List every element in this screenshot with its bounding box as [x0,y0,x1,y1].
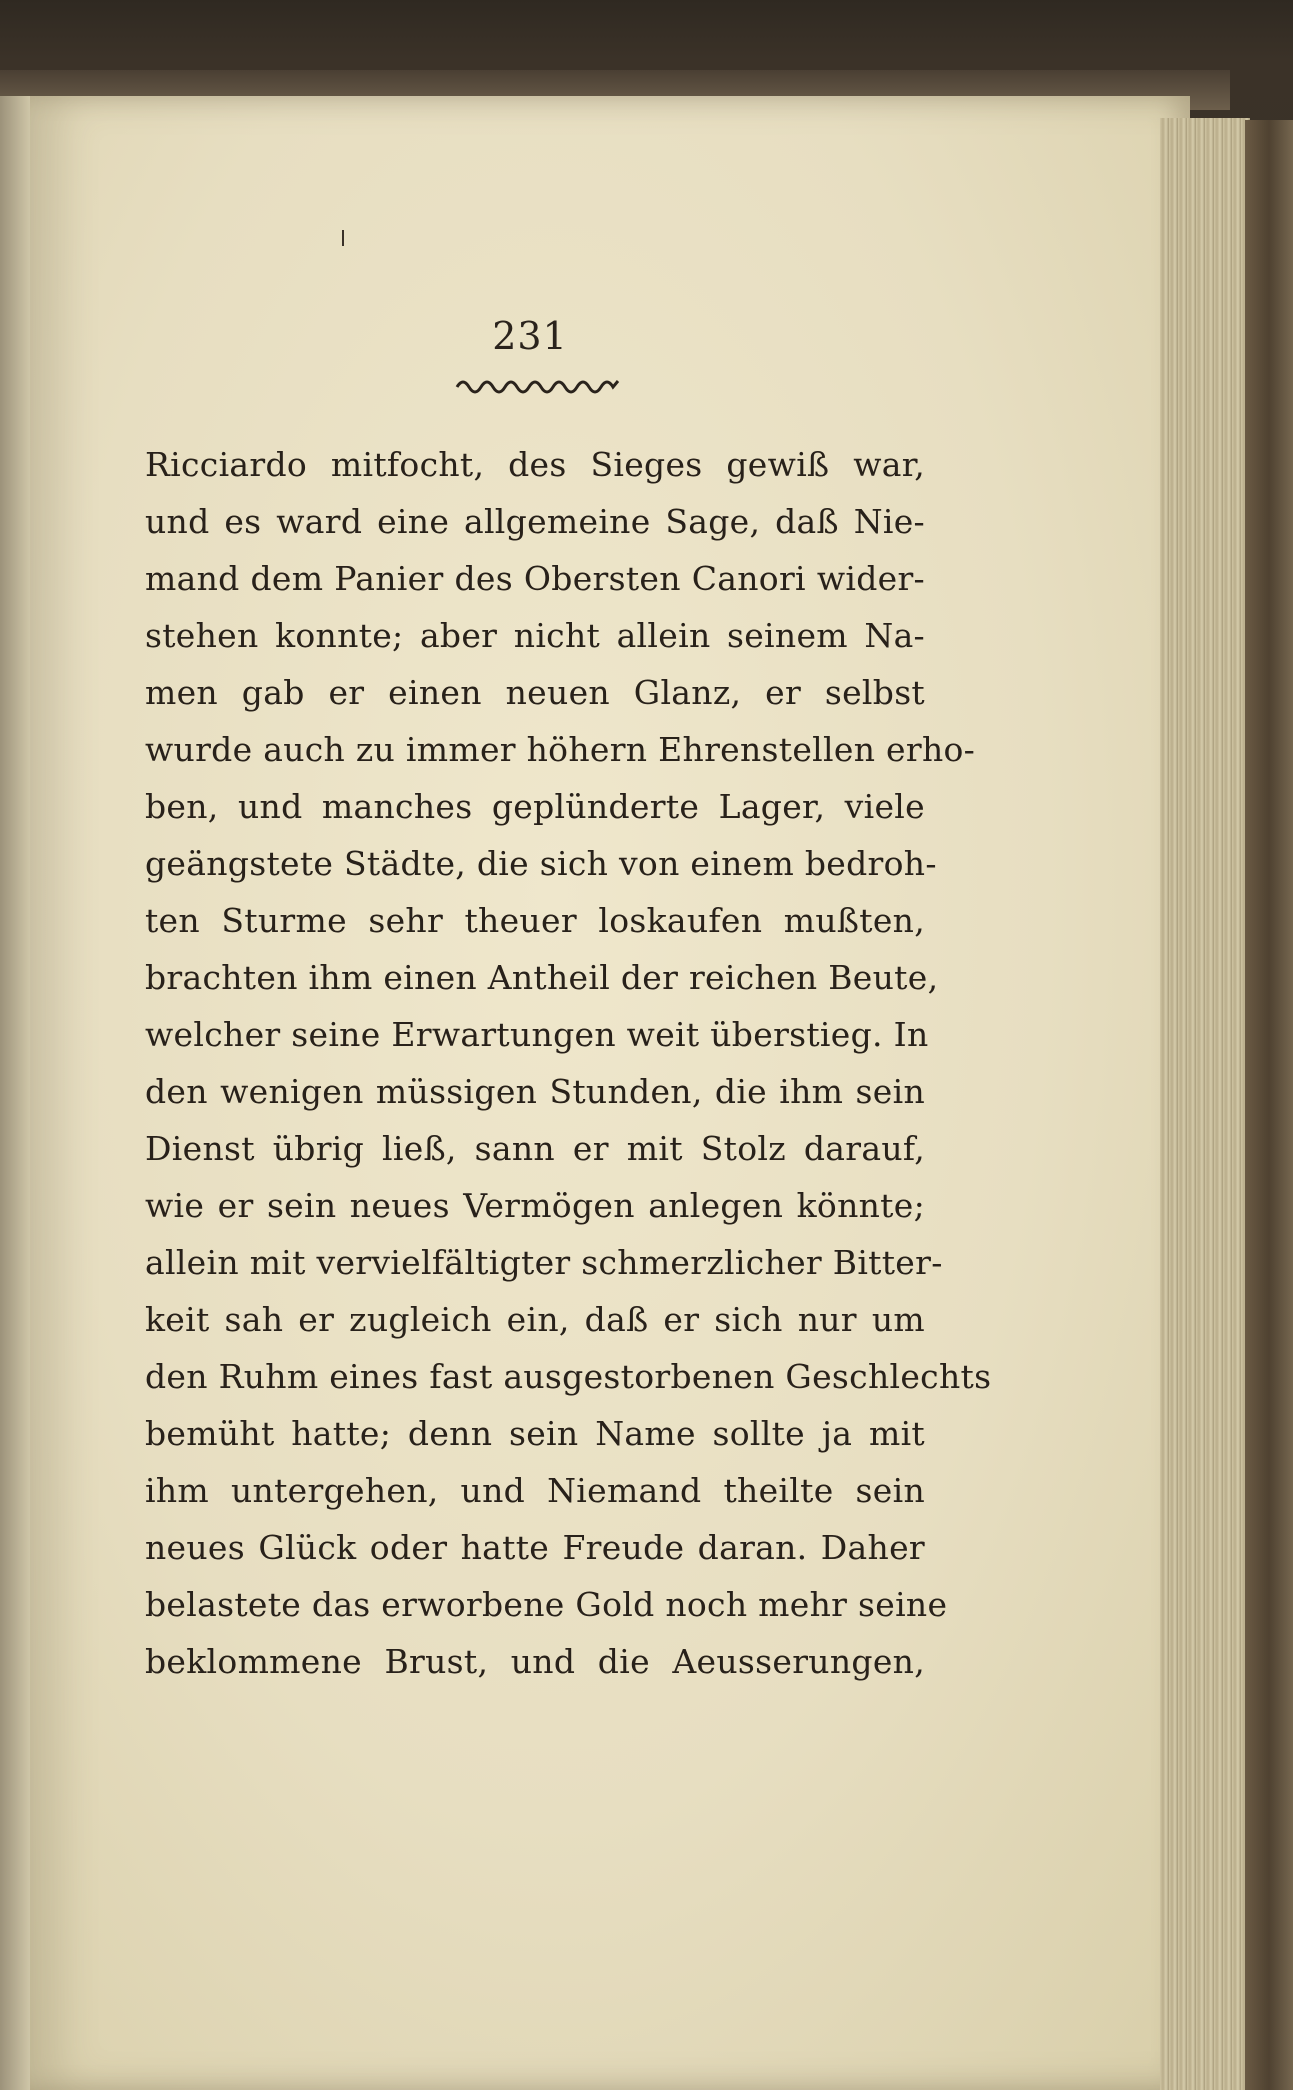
text-line: brachten ihm einen Antheil der reichen Beute, [145,958,939,997]
text-line: mand dem Panier des Obersten Canori wider- [145,559,925,598]
text-line: Ricciardo mitfocht, des Sieges gewiß war, [145,445,925,484]
text-line: den Ruhm eines fast ausgestorbenen Geschlechts [145,1357,992,1396]
text-line: ihm untergehen, und Niemand theilte sein [145,1471,925,1510]
body-text [145,436,992,1690]
text-line: wie er sein neues Vermögen anlegen könnte; [145,1186,925,1225]
text-line: den wenigen müssigen Stunden, die ihm sein [145,1072,925,1111]
text-line: bemüht hatte; denn sein Name sollte ja mit [145,1414,925,1453]
text-line: belastete das erworbene Gold noch mehr seine [145,1585,948,1624]
text-line: men gab er einen neuen Glanz, er selbst [145,673,925,712]
book-binding-edge [1245,120,1293,2090]
wavy-rule-ornament [455,375,620,397]
text-line: geängstete Städte, die sich von einem bedroh- [145,844,937,883]
text-line: und es ward eine allgemeine Sage, daß Nie- [145,502,925,541]
page-stack-edges [1160,118,1250,2090]
text-line: keit sah er zugleich ein, daß er sich nur um [145,1300,925,1339]
text-line: ten Sturme sehr theuer loskaufen mußten, [145,901,925,940]
page-number: 231 [492,314,568,358]
text-line: wurde auch zu immer höhern Ehrenstellen erho- [145,730,976,769]
paper-speck [342,230,344,246]
text-line: beklommene Brust, und die Aeusserungen, [145,1642,925,1681]
facing-page-edge [0,96,30,2090]
text-line: ben, und manches geplünderte Lager, viele [145,787,925,826]
text-line: allein mit vervielfältigter schmerzlicher Bitter- [145,1243,943,1282]
text-line: neues Glück oder hatte Freude daran. Daher [145,1528,925,1567]
text-line: Dienst übrig ließ, sann er mit Stolz darauf, [145,1129,925,1168]
text-line: stehen konnte; aber nicht allein seinem Na- [145,616,925,655]
text-line: welcher seine Erwartungen weit überstieg. In [145,1015,929,1054]
